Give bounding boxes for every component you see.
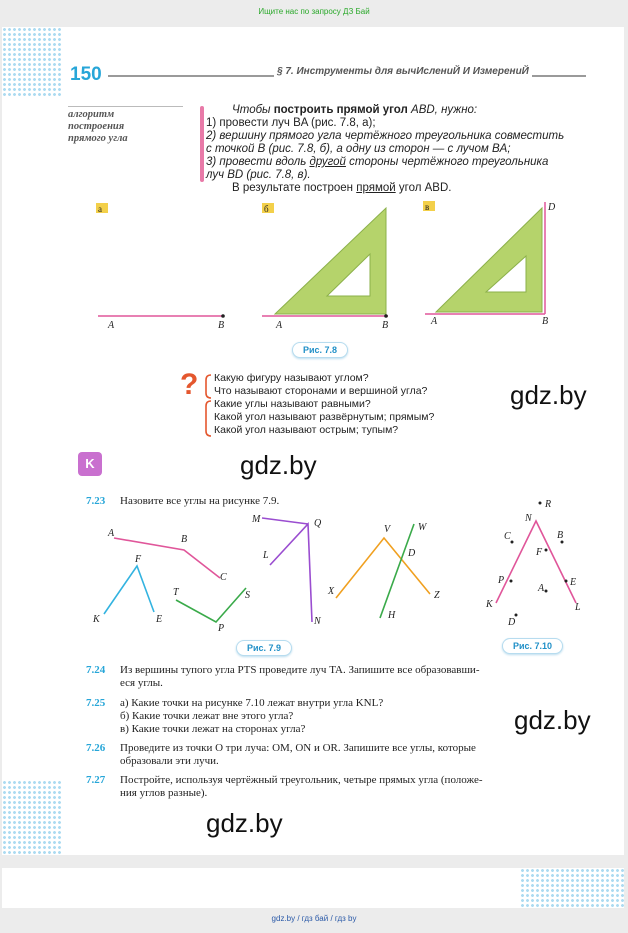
angle-kfe [104, 566, 154, 614]
rule-line3: 2) вершину прямого угла чертёжного треугольника совместить [206, 130, 565, 142]
rule-line6: луч BD (рис. 7.8, в). [206, 169, 311, 181]
rule-line4: с точкой B (рис. 7.8, б), а одну из сторон — с лучом BA; [206, 143, 511, 155]
set-square [436, 208, 542, 312]
label-b: B [218, 320, 225, 331]
task-number: 7.24 [86, 664, 106, 676]
task-7-26 [86, 742, 606, 768]
label-a: A [276, 320, 283, 331]
label: R [545, 499, 552, 510]
label: S [245, 590, 250, 601]
label: C [220, 572, 227, 583]
task-text: образовали эти лучи. [120, 755, 219, 767]
label: T [173, 587, 179, 598]
angle-xvz [336, 538, 430, 598]
rule-text [206, 104, 564, 195]
page-number: 150 [70, 64, 102, 85]
task-text: ния углов разные). [120, 787, 208, 799]
label: F [536, 547, 543, 558]
figure-7-9 [88, 510, 458, 640]
rule-bar [200, 106, 204, 182]
figure-7-9-caption: Рис. 7.9 [236, 640, 292, 656]
question-item: Какую фигуру называют углом? [214, 372, 369, 384]
point-b [384, 314, 388, 318]
question-item: Какой угол называют развёрнутым; прямым? [214, 411, 435, 423]
point [510, 580, 513, 583]
figure-7-8 [90, 198, 560, 338]
task-number: 7.25 [86, 697, 106, 709]
rule-line1-pre: Чтобы [232, 104, 274, 116]
rule-line1-post: ABD, нужно: [407, 104, 478, 116]
task-text: б) Какие точки лежат вне этого угла? [120, 710, 294, 722]
rule-result-pre: В результате построен [232, 182, 357, 194]
angle-mql [270, 524, 312, 622]
label: L [575, 602, 581, 613]
sidebar-title [68, 106, 183, 145]
angle-tps [176, 588, 246, 622]
task-7-24 [86, 664, 606, 690]
task-text: Постройте, используя чертёжный треугольник, четыре прямых угла (положе- [120, 774, 483, 786]
label: Z [434, 590, 440, 601]
questions [214, 372, 434, 437]
task-text: в) Какие точки лежат на сторонах угла? [120, 723, 306, 735]
panel-label-a: а [98, 204, 102, 214]
rule-line5-post: стороны чертёжного треугольника [345, 156, 549, 168]
question-item: Какие углы называют равными? [214, 398, 371, 410]
label: P [218, 623, 225, 634]
label: F [135, 554, 142, 565]
rule-line1-bold: построить прямой угол [273, 104, 408, 116]
watermark: gdz.by [510, 380, 587, 410]
sidebar-title-line: построения [68, 121, 125, 132]
task-text: Проведите из точки O три луча: OM, ON и OR. Запишите все углы, которые [120, 742, 476, 754]
panel-label-b: б [264, 204, 269, 214]
label: Q [314, 518, 322, 529]
label: C [504, 531, 511, 542]
point [545, 590, 548, 593]
point-b [221, 314, 225, 318]
label: W [418, 522, 427, 533]
figure-7-8-caption: Рис. 7.8 [292, 342, 348, 358]
label: D [508, 617, 516, 628]
set-square [275, 208, 386, 314]
point [565, 580, 568, 583]
label: N [525, 513, 532, 524]
label-b: B [542, 316, 549, 327]
task-text: еся углы. [120, 677, 163, 689]
label: V [384, 524, 391, 535]
figure-7-10-caption: Рис. 7.10 [502, 638, 563, 654]
rule-result-underline: прямой [356, 182, 396, 194]
label: B [181, 534, 188, 545]
figure-7-10 [484, 495, 594, 635]
label: E [570, 577, 577, 588]
label: H [388, 610, 396, 621]
task-number: 7.26 [86, 742, 106, 754]
rule-line5-pre: 3) провести вдоль [206, 156, 310, 168]
dot-pattern [520, 868, 624, 908]
label: D [408, 548, 416, 559]
label: K [486, 599, 493, 610]
label: N [314, 616, 321, 627]
watermark: gdz.by [240, 450, 317, 480]
dot-pattern [2, 780, 62, 855]
label: K [93, 614, 100, 625]
question-item: Какой угол называют острым; тупым? [214, 424, 399, 436]
watermark: gdz.by [514, 705, 591, 735]
label: M [252, 514, 261, 525]
task-7-27 [86, 774, 606, 800]
dot-pattern [2, 27, 62, 97]
label-b: B [382, 320, 389, 331]
watermark: gdz.by [206, 808, 283, 838]
task-text: а) Какие точки на рисунке 7.10 лежат внутри угла KNL? [120, 697, 384, 709]
task-text: Назовите все углы на рисунке 7.9. [120, 495, 280, 507]
rule-line5-underline: другой [309, 156, 346, 168]
panel-label-v: в [425, 202, 430, 212]
label: A [538, 583, 545, 594]
angle-abc [114, 538, 220, 578]
k-badge: K [78, 452, 102, 476]
section-header: § 7. Инструменты для вычИслениЙ И ИзмерениЙ [274, 66, 532, 77]
label: X [328, 586, 335, 597]
point [511, 541, 514, 544]
label: B [557, 530, 564, 541]
footer-links[interactable]: gdz.by / гдз бай / гдз by [271, 914, 357, 923]
label: A [108, 528, 115, 539]
task-text: Из вершины тупого угла PTS проведите луч TA. Запишите все образовавши- [120, 664, 480, 676]
point [539, 502, 542, 505]
rule-result-post: угол ABD. [395, 182, 452, 194]
question-item: Что называют сторонами и вершиной угла? [214, 385, 428, 397]
label: L [263, 550, 269, 561]
top-note: Ищите нас по запросу ДЗ Бай [258, 7, 370, 16]
ray-qm [262, 518, 308, 524]
question-brackets [204, 373, 214, 439]
label: P [498, 575, 505, 586]
sidebar-title-line: алгоритм [68, 109, 115, 120]
label-a: A [108, 320, 115, 331]
rule-line2: 1) провести луч BA (рис. 7.8, а); [206, 117, 376, 129]
sidebar-title-line: прямого угла [68, 133, 128, 144]
label-a: A [431, 316, 438, 327]
task-number: 7.23 [86, 495, 106, 507]
task-number: 7.27 [86, 774, 106, 786]
point [545, 549, 548, 552]
label: E [156, 614, 163, 625]
question-icon: ? [180, 368, 199, 401]
label-d: D [548, 202, 556, 213]
